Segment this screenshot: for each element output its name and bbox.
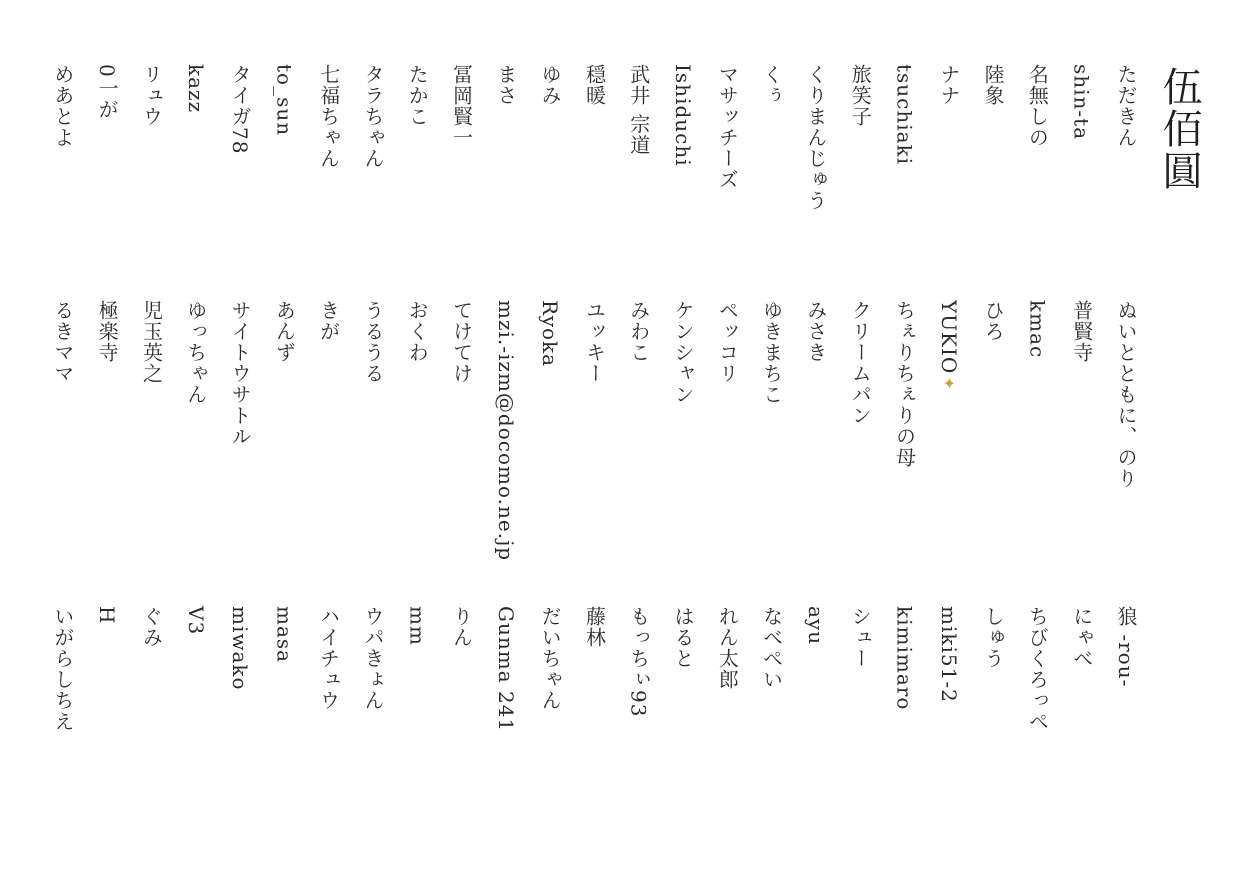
name-entry: miki51-2 (936, 606, 961, 703)
name-entry: うるうる (360, 300, 385, 384)
name-entry: 0一が (95, 64, 120, 120)
name-entry: ゆみ (538, 64, 563, 106)
name-entry: 藤林 (582, 606, 607, 648)
name-entry: ゆっちゃん (183, 300, 208, 405)
name-entry: マサッチーズ (715, 64, 740, 190)
name-entry: サイトウサトル (228, 300, 253, 447)
name-entry: 狼 -rou- (1114, 606, 1138, 688)
name-entry: ただきん (1114, 64, 1138, 148)
name-entry: ペッコリ (715, 300, 740, 384)
name-entry: shin-ta (1069, 64, 1094, 141)
name-entry: はると (671, 606, 696, 669)
name-entry: タラちゃん (360, 64, 385, 169)
name-entry: 穏暖 (582, 64, 607, 106)
name-entry: H (95, 606, 120, 625)
name-entry: タイガ78 (228, 64, 253, 155)
name-entry: まさ (493, 64, 518, 106)
name-column-3 (41, 606, 1148, 732)
name-entry: kimimaro (892, 606, 917, 711)
name-entry: みさき (803, 300, 828, 363)
name-entry: たかこ (405, 64, 430, 127)
name-entry: ちびくろっぺ (1025, 606, 1050, 732)
name-entry: 旅笑子 (848, 64, 873, 127)
name-entry: Gunma 241 (493, 606, 518, 733)
name-entry: しゅう (981, 606, 1006, 669)
name-entry: 極楽寺 (95, 300, 120, 363)
name-entry: Ryoka (538, 300, 563, 368)
name-entry: リュウ (139, 64, 164, 127)
name-entry: りん (449, 606, 474, 648)
name-entry: 名無しの (1025, 64, 1050, 148)
name-entry: 普賢寺 (1069, 300, 1094, 363)
name-entry: kmac (1025, 300, 1050, 359)
name-entry: あんず (272, 300, 297, 363)
name-entry: ユッキー (582, 300, 607, 384)
name-entry: ぬいとともに、のり (1114, 300, 1138, 489)
name-entry: にゃべ (1069, 606, 1094, 669)
name-entry: tsuchiaki (892, 64, 917, 166)
name-entry: いがらしちえ (50, 606, 75, 732)
name-entry: ひろ (981, 300, 1006, 342)
name-column-2 (41, 300, 1148, 561)
name-entry: めあとよ (50, 64, 75, 148)
name-entry: Ishiduchi (671, 64, 696, 167)
name-entry: なべぺい (759, 606, 784, 690)
name-entry: 冨岡賢一 (449, 64, 474, 148)
name-entry: kazz (183, 64, 208, 114)
name-column-1 (41, 64, 1148, 211)
name-entry: もっちぃ93 (626, 606, 651, 718)
name-entry: だいちゃん (538, 606, 563, 711)
name-entry: miwako (228, 606, 253, 691)
sparkle-icon: ✦ (939, 374, 959, 395)
name-entry: おくわ (405, 300, 430, 363)
name-entry: シュー (848, 606, 873, 669)
name-entry: くりまんじゅう (803, 64, 828, 211)
name-entry: 陸象 (981, 64, 1006, 106)
name-entry: るきママ (50, 300, 75, 384)
name-entry: みわこ (626, 300, 651, 363)
name-entry-with-sparkle (927, 300, 971, 561)
name-entry: 武井 宗道 (626, 64, 651, 156)
name-entry: てけてけ (449, 300, 474, 384)
name-entry: ちぇりちぇりの母 (892, 300, 917, 468)
name-entry: れん太郎 (715, 606, 740, 690)
name-entry: クリームパン (848, 300, 873, 426)
name-entry: mzi.-izm@docomo.ne.jp (493, 300, 518, 562)
name-entry: to_sun (272, 64, 297, 137)
name-entry: masa (272, 606, 297, 664)
name-entry: 七福ちゃん (316, 64, 341, 169)
page-title: 伍佰圓 (1156, 66, 1202, 192)
name-entry: ケンシャン (671, 300, 696, 405)
name-entry: ぐみ (139, 606, 164, 648)
name-entry: mm (405, 606, 430, 646)
name-entry: ウパきょん (360, 606, 385, 711)
name-text: YUKIO (936, 300, 961, 375)
name-entry: ハイチュウ (316, 606, 341, 711)
name-entry: ayu (803, 606, 828, 646)
name-entry: くぅ (759, 64, 784, 106)
name-entry: ゆきまちこ (759, 300, 784, 405)
name-entry: きが (316, 300, 341, 342)
name-entry: 児玉英之 (139, 300, 164, 384)
name-entry: V3 (183, 606, 208, 636)
name-entry: ナナ (936, 64, 961, 106)
